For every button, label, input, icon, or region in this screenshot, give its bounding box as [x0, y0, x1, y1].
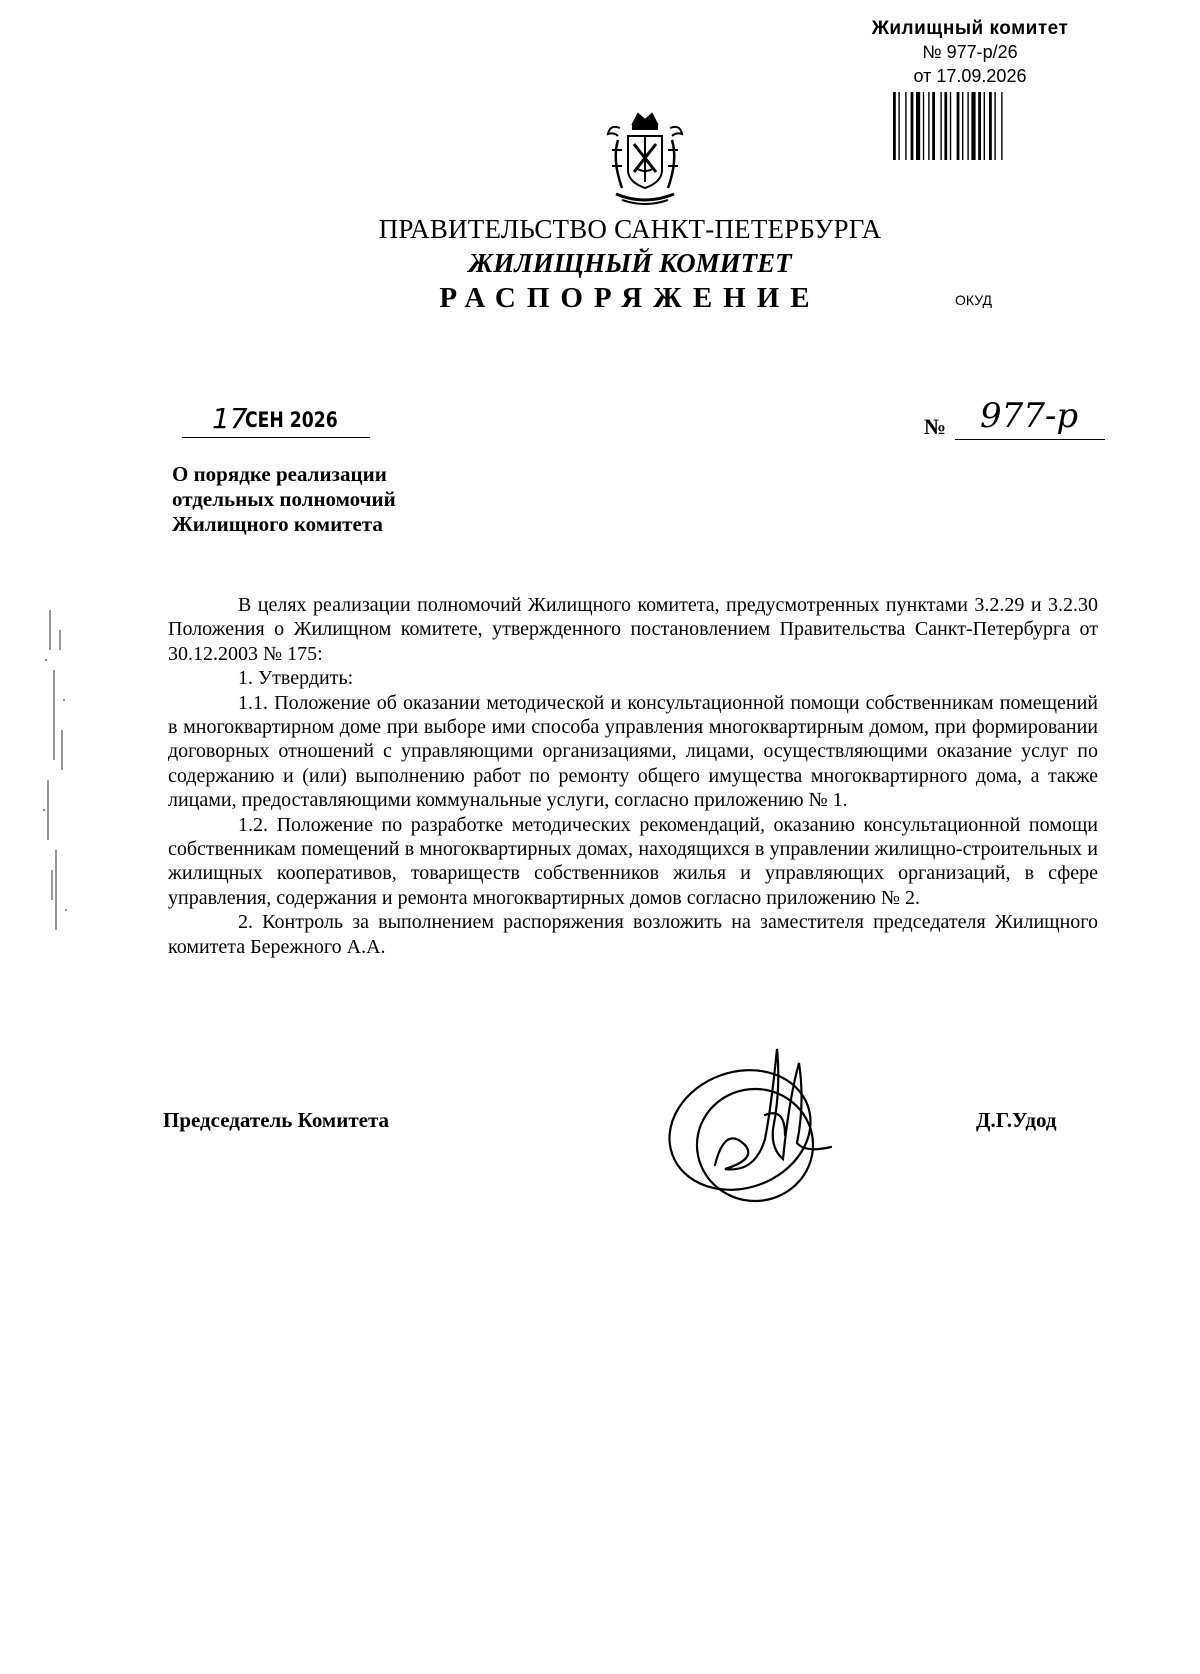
- item-1-1-paragraph: 1.1. Положение об оказании методической и консультационной помощи собственникам помещений в многоквартирном доме при выборе ими способа управления многоквартирным домом, при формировании договорных отношений с управляющими организациями, лицами, осуществляющими оказание услуг по содержанию и (или) выполнению работ по ремонту общего имущества многоквартирного дома, а также лицами, предоставляющими коммунальные услуги, согласно приложению № 1.: [168, 691, 1098, 812]
- barcode-bar: [911, 92, 914, 160]
- date-underline: [182, 437, 370, 438]
- barcode-bar: [989, 92, 992, 160]
- barcode-bar: [994, 92, 995, 160]
- barcode-bar: [962, 92, 963, 160]
- handwritten-signature-icon: [645, 1035, 885, 1210]
- number-underline: [955, 439, 1105, 440]
- barcode-icon: [893, 92, 1043, 160]
- barcode-bar: [971, 92, 975, 160]
- title-line: отдельных полномочий: [172, 487, 396, 511]
- barcode-bar: [940, 92, 941, 160]
- barcode-bar: [1001, 92, 1002, 160]
- coat-of-arms-icon: [600, 110, 690, 210]
- number-handwritten: 977-р: [980, 396, 1079, 436]
- item-1-paragraph: 1. Утвердить:: [238, 667, 354, 690]
- item-1-2-paragraph: 1.2. Положение по разработке методических рекомендаций, оказанию консультационной помощи собственникам помещений в многоквартирных домах, находящихся в управлении жилищно-строительных и жилищных кооперативов, товариществ собственников жилья и управляющих организаций, в сфере управления, содержания и ремонта многоквартирных домов согласно приложению № 2.: [168, 813, 1098, 909]
- number-sign: №: [924, 414, 947, 439]
- signatory-position: Председатель Комитета: [163, 1108, 390, 1132]
- document-body: [168, 593, 1098, 959]
- document-title: [172, 462, 592, 537]
- government-heading: ПРАВИТЕЛЬСТВО САНКТ-ПЕТЕРБУРГА: [378, 214, 882, 244]
- signatory-name: Д.Г.Удод: [976, 1108, 1057, 1132]
- barcode-bar: [898, 92, 899, 160]
- stamp-committee: Жилищный комитет: [871, 18, 1069, 39]
- title-line: Жилищного комитета: [172, 512, 383, 536]
- preamble-paragraph: В целях реализации полномочий Жилищного комитета, предусмотренных пунктами 3.2.29 и 3.2.30 Положения о Жилищном комитете, утвержденного постановлением Правительства Санкт-Петербурга от 30.12.2003 № 175:: [168, 594, 1098, 665]
- barcode-bar: [905, 92, 906, 160]
- date-handwritten: 17: [212, 402, 248, 435]
- barcode-bar: [984, 92, 985, 160]
- stamp-number: № 977-р/26: [922, 42, 1018, 62]
- barcode-bar: [957, 92, 960, 160]
- committee-heading: ЖИЛИЩНЫЙ КОМИТЕТ: [468, 248, 792, 278]
- barcode-bar: [950, 92, 951, 160]
- item-2-paragraph: 2. Контроль за выполнением распоряжения возложить на заместителя председателя Жилищного комитета Бережного А.А.: [168, 911, 1098, 958]
- barcode-bar: [916, 92, 920, 160]
- title-line: О порядке реализации: [172, 462, 387, 486]
- barcode-bar: [978, 92, 981, 160]
- barcode-bar: [944, 92, 947, 160]
- okud-label: ОКУД: [955, 292, 992, 308]
- barcode-bar: [932, 92, 935, 160]
- document-type-heading: РАСПОРЯЖЕНИЕ: [439, 282, 821, 314]
- barcode-bar: [928, 92, 929, 160]
- barcode-bar: [893, 92, 896, 160]
- barcode-bar: [967, 92, 968, 160]
- scan-artifact: [40, 610, 80, 940]
- barcode-bar: [923, 92, 924, 160]
- date-stamped: СЕН 2026: [245, 408, 338, 432]
- stamp-date: от 17.09.2026: [913, 66, 1027, 86]
